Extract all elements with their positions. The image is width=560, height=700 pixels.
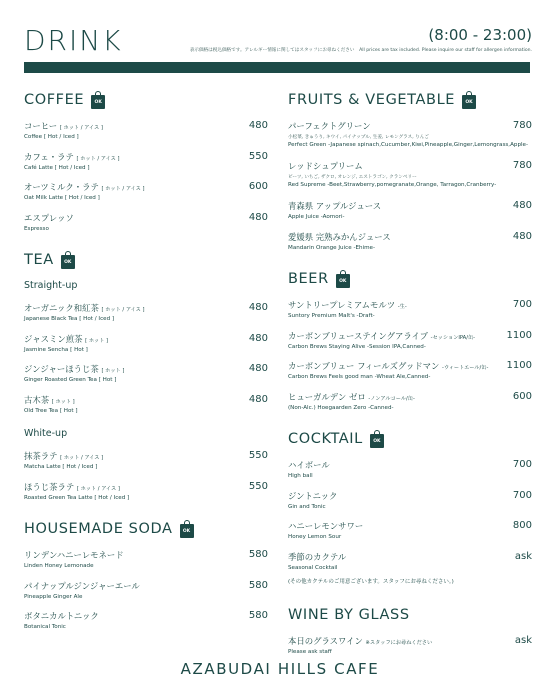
item-name-jp xyxy=(288,299,532,311)
item-name: 古木茶 xyxy=(24,394,50,405)
footer-brand: AZABUDAI HILLS CAFE xyxy=(180,660,380,678)
item-name-en: Gin and Tonic xyxy=(288,503,326,510)
item-name-en: Honey Lemon Sour xyxy=(288,534,342,540)
item-name-jp xyxy=(288,520,532,532)
item-name: 抹茶ラテ xyxy=(24,451,58,461)
item-price: 480 xyxy=(248,393,268,405)
item-price: 700 xyxy=(512,489,532,501)
item-name-jp xyxy=(288,200,532,212)
menu-item xyxy=(24,610,268,641)
section-fruits-vegetable xyxy=(288,88,532,261)
bag-ok-icon xyxy=(91,91,105,109)
menu-item xyxy=(24,580,268,611)
item-name-en: Japanese Black Tea [ Hot / Iced ] xyxy=(24,316,115,322)
item-price: 480 xyxy=(248,302,268,313)
item-tag: -生- xyxy=(397,304,407,310)
section-header-fruits-vegetable xyxy=(288,88,532,112)
item-name-jp xyxy=(288,231,532,243)
item-ingredients: ビーツ, いちご, ザクロ, オレンジ, エストラゴン, クランベリー xyxy=(288,175,417,180)
item-name: ハニーレモンサワー xyxy=(288,521,364,531)
item-price: 780 xyxy=(512,160,532,171)
item-name: パーフェクトグリーン xyxy=(288,121,371,131)
section-title: FRUITS & VEGETABLE xyxy=(288,92,456,108)
menu-item xyxy=(288,299,532,330)
menu-item xyxy=(24,212,268,243)
item-name-en: Perfect Green -Japanese spinach,Cucumber,Kiwi,Pineapple,Ginger,Lemongrass,Apple- xyxy=(288,142,529,148)
item-tag: [ ホット ] xyxy=(85,337,109,344)
menu-item xyxy=(288,490,532,521)
item-price: 600 xyxy=(512,390,532,402)
item-name: コーヒー xyxy=(24,121,58,131)
item-name: ボタニカルトニック xyxy=(24,611,99,621)
item-tag: [ ホット / アイス ] xyxy=(101,186,145,192)
item-price: 700 xyxy=(512,459,532,470)
section-note: (その他カクテルのご用意ございます。スタッフにお尋ねください。) xyxy=(288,579,454,585)
item-name-jp xyxy=(24,212,268,224)
item-name: サントリープレミアムモルツ xyxy=(288,300,396,310)
item-name-jp xyxy=(288,459,532,471)
section-title: HOUSEMADE SODA xyxy=(24,521,173,537)
item-price: 580 xyxy=(248,549,268,560)
item-price: 480 xyxy=(248,120,268,131)
item-name-en: Oat Milk Latte [ Hot / Iced ] xyxy=(24,195,100,201)
section-cocktail xyxy=(288,427,532,585)
item-price: 550 xyxy=(248,450,268,461)
item-price: 550 xyxy=(248,480,268,492)
menu-item xyxy=(288,391,532,422)
item-tag: [ ホット / アイス ] xyxy=(60,455,104,461)
item-name-en: Carbon Brews Staying Alive -Session IPA,Canned- xyxy=(288,343,426,350)
menu-item xyxy=(288,520,532,551)
badge-label: OK xyxy=(465,100,473,105)
item-name: オーツミルク・ラテ xyxy=(24,182,99,192)
item-name-jp xyxy=(24,333,268,345)
menu-item xyxy=(288,330,532,361)
section-title: WINE BY GLASS xyxy=(288,607,410,623)
item-tag: [ ホット / アイス ] xyxy=(76,485,120,492)
page-title: DRINK xyxy=(24,24,123,57)
item-price: 480 xyxy=(512,230,532,242)
item-name-en: Old Tree Tea [ Hot ] xyxy=(24,407,78,414)
item-name-en: Coffee [ Hot / Iced ] xyxy=(24,134,79,140)
menu-item xyxy=(288,120,532,160)
item-name-jp xyxy=(24,610,268,622)
item-tag: -セッションIPA/缶- xyxy=(430,334,476,341)
badge-label: OK xyxy=(94,100,102,105)
menu-item xyxy=(288,200,532,231)
item-name: ハイボール xyxy=(288,460,330,470)
item-name-jp xyxy=(288,330,532,342)
item-name-jp xyxy=(24,580,268,592)
item-price: 480 xyxy=(248,332,268,344)
item-name: 本日のグラスワイン xyxy=(288,636,363,646)
item-name-en: Espresso xyxy=(24,225,49,232)
bag-ok-icon xyxy=(462,91,476,109)
section-tea xyxy=(24,248,268,511)
menu-item xyxy=(24,450,268,481)
menu-item xyxy=(288,231,532,262)
item-name-en: Mandarin Orange Juice -Ehime- xyxy=(288,244,376,251)
menu-item xyxy=(24,363,268,394)
item-name-en: Pineapple Ginger Ale xyxy=(24,593,83,600)
item-price: ask xyxy=(514,550,532,562)
item-tag: [ ホット / アイス ] xyxy=(101,307,145,313)
section-header-wine-by-glass xyxy=(288,603,532,627)
section-title: COFFEE xyxy=(24,92,85,108)
menu-item xyxy=(24,120,268,151)
item-price: 480 xyxy=(248,363,268,374)
item-name: ヒューガルデン ゼロ xyxy=(288,391,366,402)
item-ingredients: 小松菜, きゅうり, キウイ, パイナップル, 生姜, レモングラス, りんご xyxy=(288,135,429,140)
item-price: 1100 xyxy=(506,329,532,341)
item-price: 550 xyxy=(248,150,268,162)
subsection-title: White-up xyxy=(24,428,68,439)
item-name-en: Linden Honey Lemonade xyxy=(24,563,94,569)
item-name-en: Apple Juice -Aomori- xyxy=(288,214,345,220)
badge-label: OK xyxy=(373,439,381,444)
bag-ok-icon xyxy=(61,251,75,269)
item-name: ジントニック xyxy=(288,490,338,501)
badge-label: OK xyxy=(339,279,347,284)
item-name-en: Suntory Premium Malt's -Draft- xyxy=(288,313,375,319)
menu-item xyxy=(24,481,268,512)
item-tag: [ ホット / アイス ] xyxy=(76,155,120,162)
section-title: TEA xyxy=(24,252,54,268)
item-name: ジンジャーほうじ茶 xyxy=(24,364,99,374)
item-name: ジャスミン煎茶 xyxy=(24,333,83,344)
section-wine-by-glass xyxy=(288,603,532,666)
item-name-jp xyxy=(24,151,268,163)
item-name-jp xyxy=(24,394,268,406)
item-name: 愛媛県 完熟みかんジュース xyxy=(288,231,391,242)
item-price: 1100 xyxy=(506,360,532,371)
item-name-jp xyxy=(288,160,532,172)
menu-item xyxy=(288,160,532,200)
opening-hours: (8:00 - 23:00) xyxy=(428,26,532,44)
item-name-en: Café Latte [ Hot / Iced ] xyxy=(24,164,90,171)
item-name-en: Carbon Brews Feels good man -Wheat Ale,Canned- xyxy=(288,374,431,380)
item-name-en: Seasonal Cocktail xyxy=(288,564,338,571)
item-name-jp xyxy=(24,363,268,375)
menu-item xyxy=(24,394,268,425)
item-name: オーガニック和紅茶 xyxy=(24,303,99,313)
item-tag: ※スタッフにお尋ねください xyxy=(365,640,433,646)
item-name-en: (Non-Alc.) Hoegaarden Zero -Canned- xyxy=(288,404,394,411)
item-name: リンデンハニーレモネード xyxy=(24,550,124,560)
item-name: カーボンブリューステイングアライブ xyxy=(288,330,428,341)
item-name-en: Botanical Tonic xyxy=(24,624,66,630)
item-name-jp xyxy=(288,120,532,132)
item-name-en: High ball xyxy=(288,473,313,479)
bag-ok-icon xyxy=(370,430,384,448)
item-price: 780 xyxy=(512,120,532,131)
item-name: 青森県 アップルジュース xyxy=(288,201,382,211)
item-name-jp xyxy=(288,391,532,403)
item-tag: [ ホット ] xyxy=(101,368,125,374)
item-name-en: Please ask staff xyxy=(288,649,332,655)
item-price: 600 xyxy=(248,181,268,192)
subsection-title: Straight-up xyxy=(24,280,78,291)
left-column xyxy=(24,88,268,647)
item-name: ほうじ茶ラテ xyxy=(24,481,75,492)
menu-item xyxy=(24,302,268,333)
item-name-jp xyxy=(24,450,268,462)
section-header-housemade-soda xyxy=(24,517,268,541)
item-name: レッドシュプリーム xyxy=(288,161,363,171)
bag-ok-icon xyxy=(336,270,350,288)
item-tag: -ノンアルコール/缶- xyxy=(368,395,415,402)
right-column xyxy=(288,88,532,672)
menu-item xyxy=(24,151,268,182)
item-price: ask xyxy=(514,635,532,646)
menu-item xyxy=(288,551,532,582)
item-name: 季節のカクテル xyxy=(288,551,347,562)
section-beer xyxy=(288,267,532,421)
item-name: カーボンブリュー フィールズグッドマン xyxy=(288,361,440,371)
allergen-notice: 表示価格は税込価格です。アレルギー情報に関してはスタッフにお尋ねください All prices are tax included. Please inquire our staff for allergen information. xyxy=(189,48,532,53)
item-name: エスプレッソ xyxy=(24,212,74,223)
badge-label: OK xyxy=(64,260,72,265)
section-header-tea xyxy=(24,248,268,272)
section-coffee xyxy=(24,88,268,242)
menu-item xyxy=(24,549,268,580)
item-name-jp xyxy=(288,360,532,372)
item-price: 480 xyxy=(512,200,532,211)
item-name-jp xyxy=(288,551,532,563)
menu-item xyxy=(24,333,268,364)
header-band xyxy=(24,62,530,73)
section-header-cocktail xyxy=(288,427,532,451)
item-price: 800 xyxy=(512,520,532,531)
item-name-jp xyxy=(24,549,268,561)
item-tag: [ ホット ] xyxy=(51,398,75,405)
item-name: パイナップルジンジャーエール xyxy=(24,580,140,591)
item-name-jp xyxy=(24,181,268,193)
section-title: COCKTAIL xyxy=(288,431,363,447)
item-name: カフェ・ラテ xyxy=(24,151,74,162)
item-name-en: Matcha Latte [ Hot / Iced ] xyxy=(24,464,98,470)
bag-ok-icon xyxy=(180,520,194,538)
menu-item xyxy=(288,360,532,391)
section-title: BEER xyxy=(288,271,329,287)
item-name-en: Red Supreme -Beet,Strawberry,pomegranate,Orange, Tarragon,Cranberry- xyxy=(288,182,497,188)
menu-item xyxy=(288,459,532,490)
item-name-en: Ginger Roasted Green Tea [ Hot ] xyxy=(24,377,117,383)
section-housemade-soda xyxy=(24,517,268,641)
item-price: 480 xyxy=(248,211,268,223)
menu-item xyxy=(24,181,268,212)
item-price: 700 xyxy=(512,299,532,310)
item-name-jp xyxy=(24,120,268,132)
item-name-en: Jasmine Sencha [ Hot ] xyxy=(24,346,88,353)
section-header-beer xyxy=(288,267,532,291)
section-header-coffee xyxy=(24,88,268,112)
badge-label: OK xyxy=(182,529,191,534)
item-name-jp xyxy=(24,302,268,314)
item-price: 580 xyxy=(248,579,268,591)
item-tag: -ウィートエール/缶- xyxy=(442,365,489,371)
item-name-jp xyxy=(288,490,532,502)
item-name-en: Roasted Green Tea Latte [ Hot / Iced ] xyxy=(24,494,130,501)
item-tag: [ ホット / アイス ] xyxy=(59,125,103,131)
item-name-jp xyxy=(24,481,268,493)
item-name-jp xyxy=(288,635,532,647)
item-price: 580 xyxy=(248,610,268,621)
